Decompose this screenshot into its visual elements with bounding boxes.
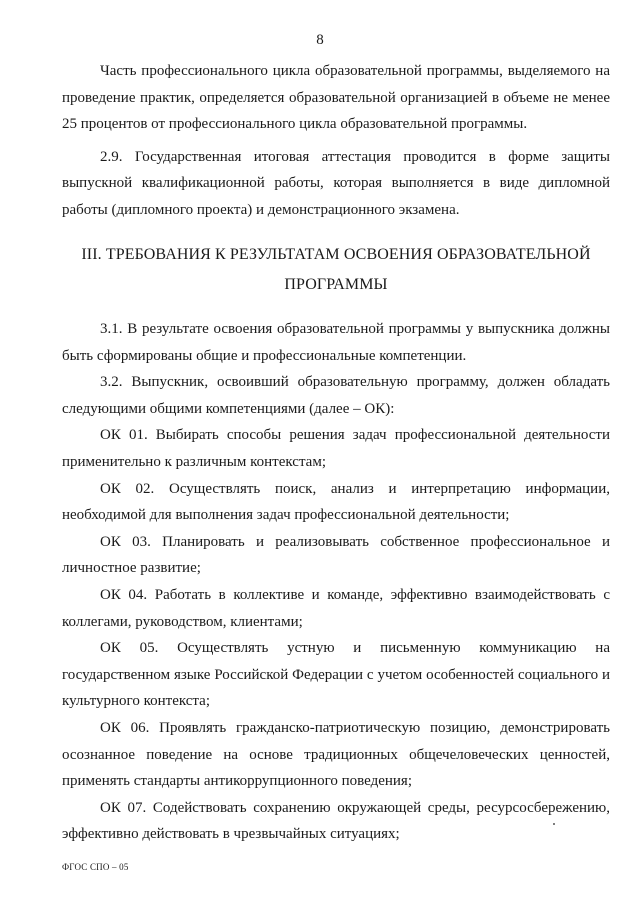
competency-ok-04: ОК 04. Работать в коллективе и команде, эффективно взаимодействовать с коллегами, руководством, клиентами; <box>62 586 610 630</box>
intro-block <box>62 58 610 223</box>
section-heading-line1: III. ТРЕБОВАНИЯ К РЕЗУЛЬТАТАМ ОСВОЕНИЯ ОБРАЗОВАТЕЛЬНОЙ <box>81 246 591 263</box>
competency-ok-06: ОК 06. Проявлять гражданско-патриотическую позицию, демонстрировать осознанное поведение на основе традиционных общечеловеческих ценностей, применять стандарты антикоррупционного поведения; <box>62 719 610 790</box>
paragraph-3-2: 3.2. Выпускник, освоивший образовательную программу, должен обладать следующими общими компетенциями (далее – ОК): <box>62 374 610 417</box>
section-heading-line2: ПРОГРАММЫ <box>284 276 388 293</box>
paragraph-practice-share: Часть профессионального цикла образовательной программы, выделяемого на проведение практик, определяется образовательной организацией в объеме не менее 25 процентов от профессионального цикла образовательной программы. <box>62 63 610 132</box>
scan-speck <box>553 823 555 825</box>
competency-ok-03: ОК 03. Планировать и реализовывать собственное профессиональное и личностное развитие; <box>62 533 610 577</box>
competency-ok-05: ОК 05. Осуществлять устную и письменную коммуникацию на государственном языке Российской Федерации с учетом особенностей социального и культурного контекста; <box>62 640 610 710</box>
competency-ok-07: ОК 07. Содействовать сохранению окружающей среды, ресурсосбережению, эффективно действовать в чрезвычайных ситуациях; <box>62 799 610 843</box>
competencies-block <box>62 316 610 848</box>
paragraph-3-1: 3.1. В результате освоения образовательной программы у выпускника должны быть сформированы общие и профессиональные компетенции. <box>62 321 610 364</box>
competency-ok-02: ОК 02. Осуществлять поиск, анализ и интерпретацию информации, необходимой для выполнения задач профессиональной деятельности; <box>62 480 610 524</box>
competency-ok-01: ОК 01. Выбирать способы решения задач профессиональной деятельности применительно к различным контекстам; <box>62 427 610 470</box>
page-number: 8 <box>316 32 324 48</box>
footer-standard-code: ФГОС СПО – 05 <box>62 862 129 872</box>
section-heading <box>62 240 610 300</box>
paragraph-2-9: 2.9. Государственная итоговая аттестация проводится в форме защиты выпускной квалификационной работы, которая выполняется в виде дипломной работы (дипломного проекта) и демонстрационного экзамена. <box>62 148 610 218</box>
